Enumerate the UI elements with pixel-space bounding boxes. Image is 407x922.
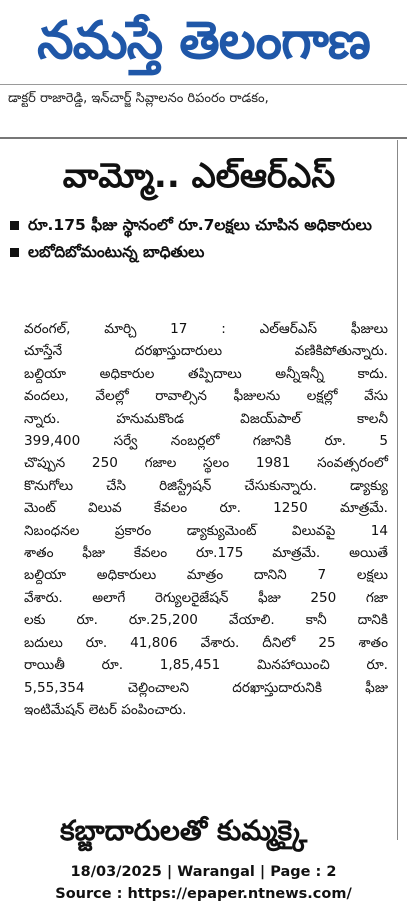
body-line: 399,400 సర్వే నంబర్లలో గజానికి రూ. 5 [24, 433, 388, 450]
article-headline: వామ్మో.. ఎల్ఆర్ఎస్ [62, 156, 336, 196]
column-divider [397, 140, 398, 840]
source-footer [0, 852, 407, 922]
next-article-heading-cropped [60, 814, 360, 847]
article-body [24, 318, 388, 721]
body-line: మెంట్ విలువ కేవలం రూ. 1250 మాత్రమే. [24, 500, 388, 517]
body-line: రాయితీ రూ. 1,85,451 మినహాయించి రూ. [24, 657, 388, 674]
subhead-text: రూ.175 ఫీజు స్థానంలో రూ.7లక్షలు చూపిన అధికారులు [28, 216, 372, 234]
body-line: న్నారు. హనుమకొండ విజయ్‌పాల్ కాలనీ [24, 410, 388, 427]
article-subheads [6, 212, 394, 266]
source-url[interactable]: Source : https://epaper.ntnews.com/ [55, 886, 352, 902]
body-line: 5,55,354 చెల్లించాలని దరఖాస్తుదారునికి ఫీజు [24, 679, 388, 696]
adjacent-column-fragment [401, 240, 407, 800]
square-bullet-icon [10, 221, 19, 230]
body-line: చొప్పున 250 గజాల స్థలం 1981 సంవత్సరంలో [24, 455, 388, 472]
date-edition-page: 18/03/2025 | Warangal | Page : 2 [70, 864, 337, 880]
body-line: కొనుగోలు చేసి రిజిస్ట్రేషన్ చేసుకున్నారు. డ్యాక్యు [24, 477, 388, 494]
newspaper-masthead: నమస్తే తెలంగాణ [37, 11, 370, 71]
article-divider [0, 137, 407, 139]
previous-article-snippet: డాక్టర్ రాజారెడ్డి, ఇన్‌చార్జ్ సివ్లాలనం రిపంరం రాడకం, [8, 91, 269, 106]
next-article-heading-text: కబ్జాదారులతో కుమ్మక్కై [60, 814, 307, 847]
subhead-item [6, 239, 394, 266]
body-line: నిబంధనల ప్రకారం డ్యాక్యుమెంట్ విలువపై 14 [24, 522, 388, 539]
body-line: బల్దియా అధికారుల తప్పిదాలు అన్నీఇన్నీ కాదు. [24, 365, 388, 382]
masthead-divider [0, 84, 407, 85]
square-bullet-icon [10, 248, 19, 257]
subhead-text: లబోదిబోమంటున్న బాధితులు [28, 243, 205, 261]
body-line: బల్దియా అధికారులు మాత్రం దానిని 7 లక్షలు [24, 567, 388, 584]
body-line: ఇంటిమేషన్ లెటర్ పంపించారు. [24, 701, 187, 718]
body-line: వరంగల్, మార్చి 17 : ఎల్ఆర్ఎస్ ఫీజులు [24, 321, 388, 337]
body-line: బదులు రూ. 41,806 వేశారు. దీనిలో 25 శాతం [24, 634, 388, 651]
body-line: వందలు, వేలల్లో రావాల్సిన ఫీజులను లక్షల్లో వేసు [24, 388, 388, 405]
body-line: లకు రూ. రూ.25,200 వేయాలి. కానీ దానికి [24, 612, 388, 629]
body-line: చూస్తేనే దరఖాస్తుదారులు వణికిపోతున్నారు. [24, 343, 388, 360]
body-line: శాతం ఫీజు కేవలం రూ.175 మాత్రమే. అయితే [24, 545, 388, 562]
body-line: వేశారు. అలాగే రెగ్యులరైజేషన్ ఫీజు 250 గజా [24, 589, 388, 606]
subhead-item [6, 212, 394, 239]
